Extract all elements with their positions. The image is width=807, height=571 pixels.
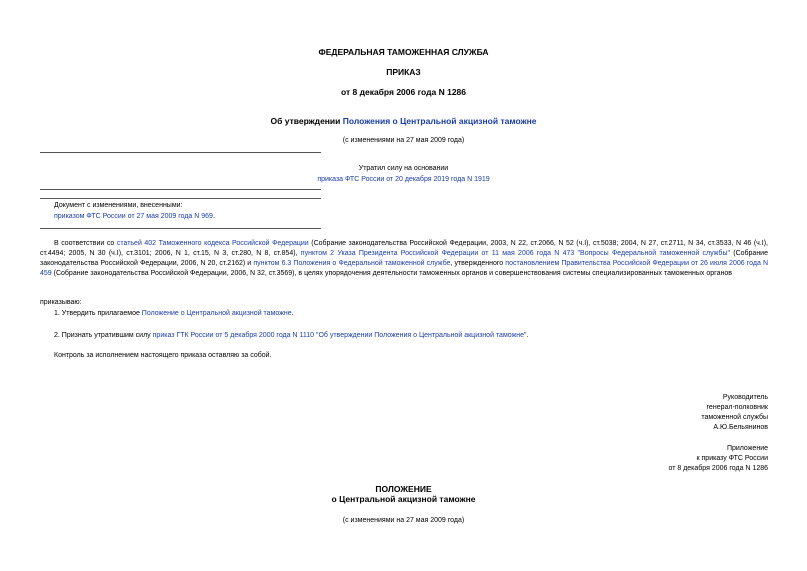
status-line (0, 175, 807, 185)
signature-line: Руководитель (722, 394, 768, 401)
regulation-title: ПОЛОЖЕНИЕ (375, 484, 432, 494)
signature-block (701, 393, 768, 433)
divider (40, 152, 321, 153)
amendment-end: . (212, 213, 215, 220)
appendix-line: от 8 декабря 2006 года N 1286 (668, 465, 768, 472)
gtk-order-link[interactable]: приказ ГТК России от 5 декабря 2000 года N 1110 (152, 332, 315, 339)
gtk-order-title-link[interactable]: "Об утверждении Положения о Центральной акцизной таможне" (315, 332, 527, 339)
regulation-link[interactable]: Положения о Центральной акцизной таможне (342, 116, 537, 126)
regulation-changes-note: (с изменениями на 27 мая 2009 года) (342, 517, 465, 524)
doc-type: ПРИКАЗ (386, 67, 421, 77)
appendix-line: к приказу ФТС России (696, 455, 768, 462)
divider (40, 228, 321, 229)
changes-note: (с изменениями на 27 мая 2009 года) (342, 137, 465, 144)
item-1 (54, 309, 294, 319)
signature-line: генерал-полковник (706, 404, 768, 411)
preamble-text: (Собрание законодательства Российской Федерации, 2003, N 22, ст.2066, N 52 (ч.I), ст.5038; 2004, N 27, ст.2711, N 34, ст.3533, N 46 (ч.I), ст.4494; 2005, N 30 (ч.I), ст.3101; 2006, N 1, ст.15, N 3, ст.280, N 8, ст.854), (40, 240, 768, 257)
customs-code-link[interactable]: статьей 402 Таможенного кодекса Российской Федерации (116, 240, 309, 247)
signature-line: таможенной службы (701, 414, 768, 421)
amendment-text: Документ с изменениями, внесенными: (54, 202, 183, 209)
doc-title-prefix: Об утверждении (270, 116, 343, 126)
signature-line: А.Ю.Бельянинов (713, 424, 768, 431)
preamble-text: , утвержденного (450, 260, 506, 267)
preamble-text: В соответствии со (54, 240, 117, 247)
preamble-paragraph (40, 239, 768, 279)
item-2-text: 2. Признать утратившим силу (54, 332, 153, 339)
regulation-item-link[interactable]: Положение о Центральной акцизной таможне (141, 310, 292, 317)
order-word: приказываю: (40, 299, 82, 306)
preamble-text: (Собрание законодательства Российской Федерации, 2006, N 20, ст.2162) и (40, 250, 768, 267)
appendix-block (668, 444, 768, 474)
item-2 (54, 331, 528, 341)
government-resolution-link[interactable]: постановлением Правительства Российской Федерации от 26 июля 2006 года N 459 (40, 260, 769, 277)
amendment-link[interactable]: приказом ФТС России от 27 мая 2009 года N 969 (54, 213, 213, 220)
divider (40, 189, 321, 190)
doc-title (0, 116, 807, 126)
divider (40, 198, 321, 199)
preamble-text: (Собрание законодательства Российской Федерации, 2006, N 32, ст.3569), в целях упорядочения деятельности таможенных органов и совершенствования системы специализированных таможенных органов (51, 270, 732, 277)
item-1-end: . (291, 310, 294, 317)
agency-title: ФЕДЕРАЛЬНАЯ ТАМОЖЕННАЯ СЛУЖБА (318, 47, 489, 57)
status-text: Утратил силу на основании (358, 165, 449, 172)
item-1-text: 1. Утвердить прилагаемое (54, 310, 142, 317)
item-3: Контроль за исполнением настоящего приказа оставляю за собой. (54, 352, 272, 359)
appendix-line: Приложение (726, 445, 768, 452)
fts-regulation-link[interactable]: пунктом 6.3 Положения о Федеральной таможенной службе (253, 260, 451, 267)
item-2-end: . (526, 332, 529, 339)
doc-date-number: от 8 декабря 2006 года N 1286 (340, 87, 467, 97)
regulation-subtitle: о Центральной акцизной таможне (331, 494, 476, 504)
decree-link[interactable]: пунктом 2 Указа Президента Российской Федерации от 11 мая 2006 года N 473 "Вопросы Федеральной таможенной службы" (300, 250, 730, 257)
amendment-line (54, 212, 215, 222)
repeal-order-link[interactable]: приказа ФТС России от 20 декабря 2019 года N 1919 (317, 176, 490, 183)
